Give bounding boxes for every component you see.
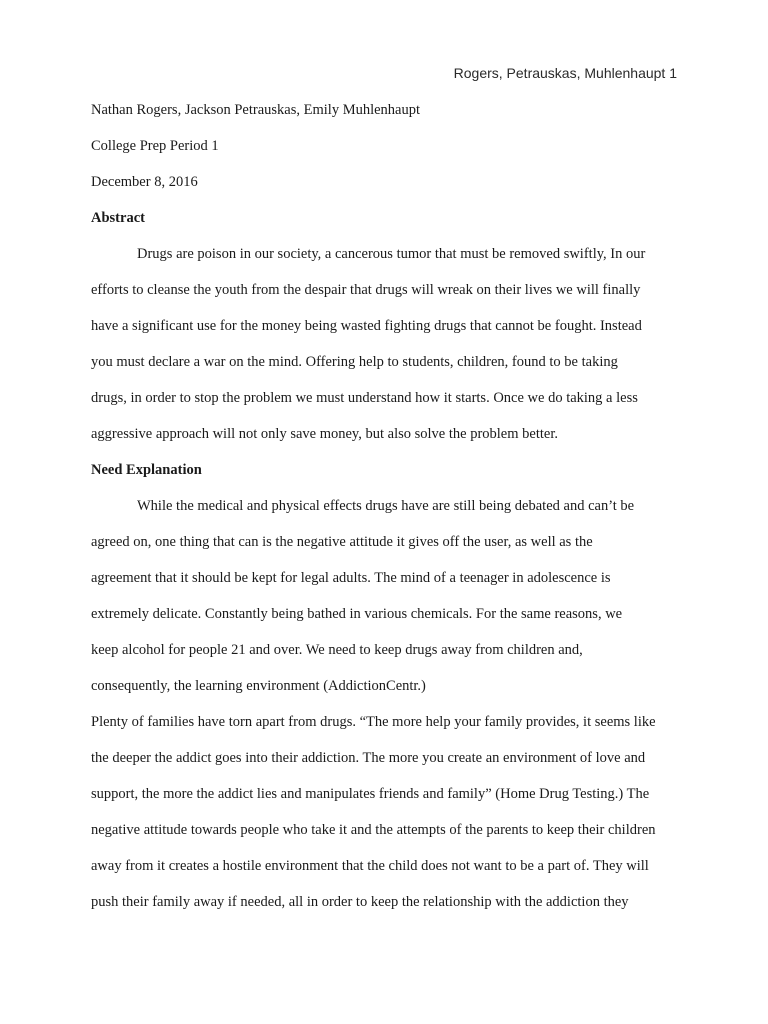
running-header: Rogers, Petrauskas, Muhlenhaupt 1 [453, 65, 677, 81]
abstract-line: have a significant use for the money being wasted fighting drugs that cannot be fought. Instead [91, 318, 642, 334]
need-explanation-line: support, the more the addict lies and manipulates friends and family” (Home Drug Testing.) The [91, 786, 650, 802]
abstract-line: you must declare a war on the mind. Offering help to students, children, found to be taking [91, 354, 618, 370]
need-explanation-line: negative attitude towards people who take it and the attempts of the parents to keep their children [91, 822, 656, 838]
abstract-line: aggressive approach will not only save money, but also solve the problem better. [91, 426, 558, 442]
need-explanation-line: Plenty of families have torn apart from drugs. “The more help your family provides, it seems like [91, 714, 656, 730]
need-explanation-line: push their family away if needed, all in order to keep the relationship with the addiction they [91, 894, 629, 910]
document-body [91, 92, 681, 920]
need-explanation-line: keep alcohol for people 21 and over. We need to keep drugs away from children and, [91, 642, 583, 658]
abstract-line: drugs, in order to stop the problem we must understand how it starts. Once we do taking a less [91, 390, 638, 406]
abstract-line: Drugs are poison in our society, a cancerous tumor that must be removed swiftly, In our [137, 246, 646, 262]
class-period: College Prep Period 1 [91, 138, 219, 154]
need-explanation-heading: Need Explanation [91, 462, 202, 478]
author-names: Nathan Rogers, Jackson Petrauskas, Emily Muhlenhaupt [91, 102, 421, 118]
document-date: December 8, 2016 [91, 174, 198, 190]
need-explanation-line: While the medical and physical effects drugs have are still being debated and can’t be [137, 498, 635, 514]
abstract-line: efforts to cleanse the youth from the despair that drugs will wreak on their lives we will finally [91, 282, 641, 298]
need-explanation-line: away from it creates a hostile environment that the child does not want to be a part of. They will [91, 858, 649, 874]
need-explanation-line: extremely delicate. Constantly being bathed in various chemicals. For the same reasons, we [91, 606, 623, 622]
need-explanation-line: agreement that it should be kept for legal adults. The mind of a teenager in adolescence is [91, 570, 611, 586]
need-explanation-line: consequently, the learning environment (AddictionCentr.) [91, 678, 426, 694]
abstract-heading: Abstract [91, 210, 145, 226]
need-explanation-line: agreed on, one thing that can is the negative attitude it gives off the user, as well as the [91, 534, 593, 550]
need-explanation-line: the deeper the addict goes into their addiction. The more you create an environment of love and [91, 750, 646, 766]
